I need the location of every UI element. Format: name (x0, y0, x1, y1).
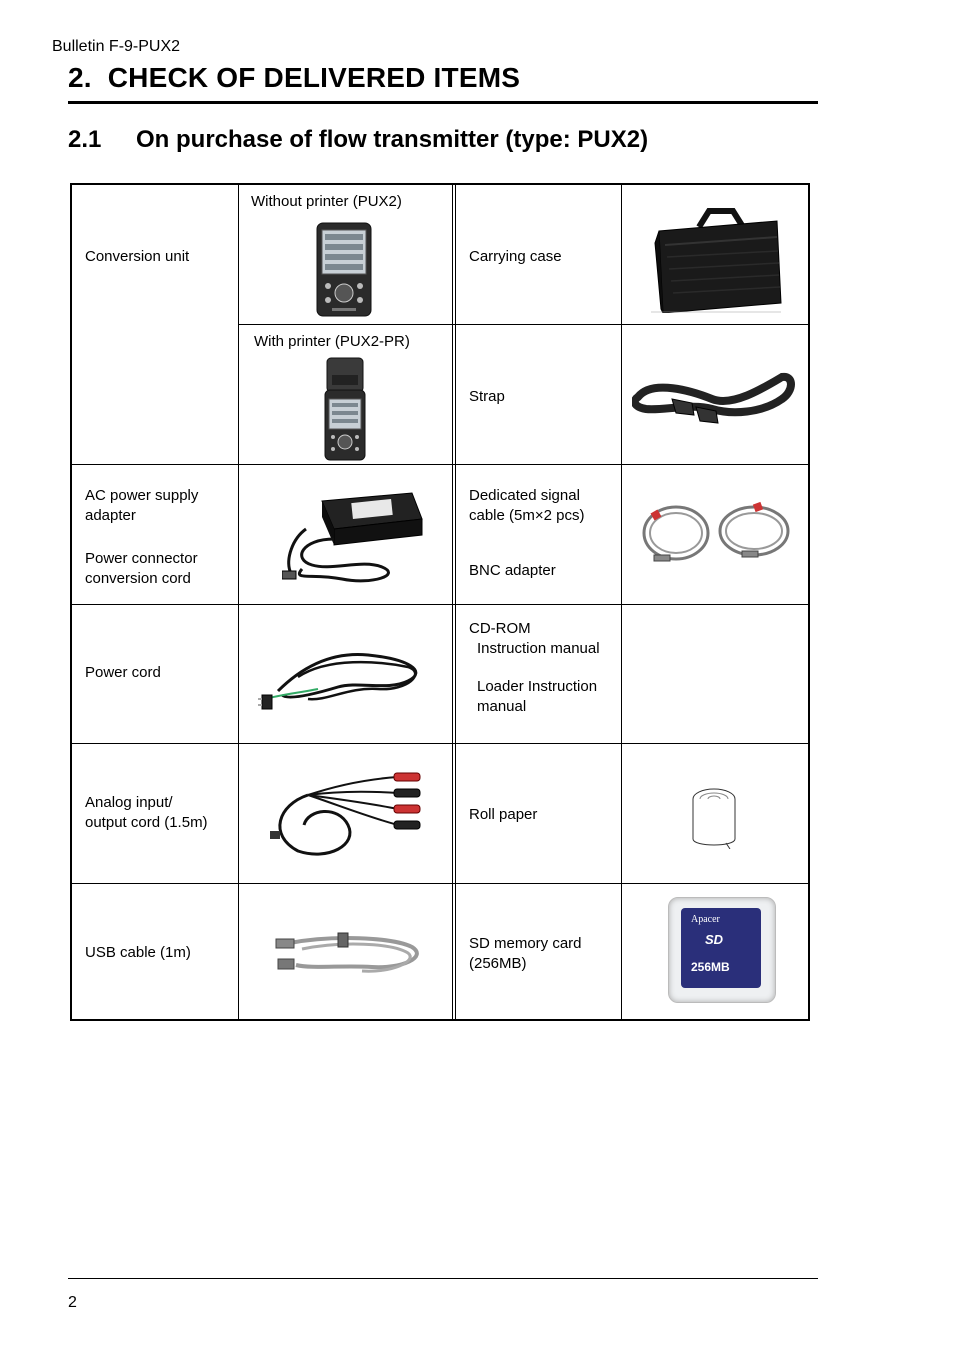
item-label: SD memory card (256MB) (469, 935, 582, 972)
analog-cord-photo (268, 765, 428, 861)
carrying-case-photo (651, 207, 785, 313)
item-label: Power connector conversion cord (85, 550, 198, 587)
sd-card-photo (668, 897, 776, 1003)
item-label: Conversion unit (85, 248, 190, 265)
footer-rule (68, 1278, 818, 1279)
item-label: Strap (469, 388, 505, 405)
strap-photo (632, 369, 796, 429)
subsection-number: 2.1 (68, 126, 102, 153)
delivered-items-table (70, 183, 810, 1021)
item-label: AC power supply adapter (85, 487, 199, 524)
section-rule (68, 101, 818, 104)
item-label: With printer (PUX2-PR) (254, 333, 410, 350)
bulletin-label: Bulletin F-9-PUX2 (52, 38, 181, 55)
power-cord-photo (258, 641, 428, 721)
item-label: Roll paper (469, 806, 538, 823)
item-label: Analog input/ output cord (1.5m) (85, 794, 208, 831)
item-label: Carrying case (469, 248, 562, 265)
page-number: 2 (68, 1294, 77, 1311)
subsection-title-text: On purchase of flow transmitter (type: PUX2) (136, 126, 649, 153)
sd-brand: Apacer (691, 914, 720, 925)
table-divider (72, 464, 810, 465)
section-title (68, 62, 520, 94)
sd-card-body (681, 908, 761, 988)
table-divider (238, 185, 239, 1019)
item-label: Dedicated signal cable (5m×2 pcs) (469, 487, 585, 524)
item-label: BNC adapter (469, 562, 556, 579)
sd-capacity: 256MB (691, 960, 730, 974)
usb-cable-photo (272, 929, 426, 979)
table-divider (452, 185, 453, 1019)
conversion-unit-photo (316, 222, 372, 317)
item-label: Loader Instruction manual (477, 678, 598, 715)
table-divider (238, 324, 810, 325)
table-divider (72, 604, 810, 605)
item-label: USB cable (1m) (85, 944, 191, 961)
table-divider (455, 185, 456, 1019)
item-label: CD-ROM (469, 620, 531, 637)
ac-adapter-photo (282, 489, 424, 589)
item-label: Without printer (PUX2) (251, 193, 402, 210)
table-divider (621, 185, 622, 1019)
table-divider (72, 883, 810, 884)
signal-cable-photo (638, 501, 794, 567)
section-number: 2. (68, 62, 92, 93)
item-label: Instruction manual (477, 640, 600, 657)
sd-type: SD (705, 932, 724, 947)
subsection-title (68, 126, 648, 154)
printer-unit-photo (324, 357, 366, 461)
item-label: Power cord (85, 664, 161, 681)
table-divider (72, 743, 810, 744)
roll-paper-photo (690, 787, 738, 849)
section-title-text: CHECK OF DELIVERED ITEMS (107, 62, 521, 93)
